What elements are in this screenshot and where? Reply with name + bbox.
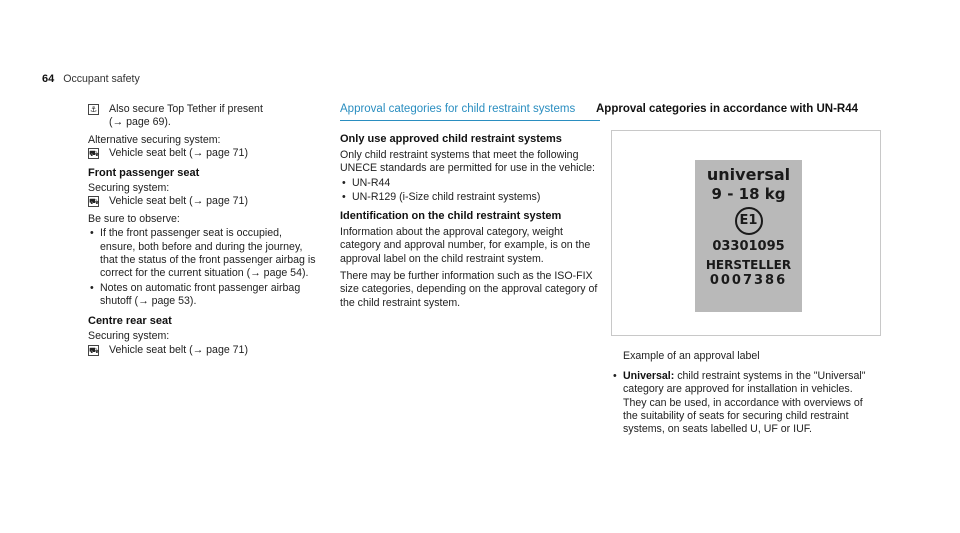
top-tether-note: [88, 103, 316, 130]
label-category: universal: [706, 165, 791, 185]
alt-securing-text[interactable]: Vehicle seat belt (→ page 71): [109, 147, 248, 160]
front-securing-text[interactable]: Vehicle seat belt (→ page 71): [109, 195, 248, 208]
front-securing-label: Securing system:: [88, 182, 170, 195]
alt-securing-label: Alternative securing system:: [88, 133, 221, 146]
list-item: [611, 370, 868, 437]
paragraph-standards: Only child restraint systems that meet the following UNECE standards are permitted for use in the vehicle:: [340, 148, 595, 175]
category-list: [596, 370, 868, 437]
front-securing-item: [88, 195, 316, 208]
observe-label: Be sure to observe:: [88, 212, 180, 225]
top-tether-ref[interactable]: (→ page 69).: [109, 116, 171, 129]
seat-belt-icon: ⛟: [89, 197, 100, 207]
column-3: [596, 103, 868, 438]
column-1: [88, 103, 316, 357]
paragraph-isofix: There may be further information such as the ISO-FIX size categories, depending on the approval category of the child restraint system.: [340, 270, 598, 309]
category-description: child restraint systems in the "Universal" category are approved for installation in vehicles. They can be used, in accordance with overviews of the suitability of seats for securing child restraint systems, on seats labelled U, UF or IUF.: [623, 369, 866, 436]
heading-identification: Identification on the child restraint system: [340, 210, 562, 223]
approval-label-plate: [695, 160, 802, 312]
centre-securing-item: [88, 344, 316, 357]
section-title: Occupant safety: [63, 73, 140, 85]
figure-caption: Example of an approval label: [623, 350, 760, 363]
heading-only-approved: Only use approved child restraint systems: [340, 133, 562, 146]
paragraph-identification: Information about the approval category, weight category and approval number, for example, is on the approval label on the child restraint system.: [340, 225, 591, 265]
label-weight: 9 - 18 kg: [711, 185, 786, 204]
centre-securing-label: Securing system:: [88, 330, 170, 343]
standards-list: [340, 177, 600, 205]
centre-securing-text[interactable]: Vehicle seat belt (→ page 71): [109, 343, 248, 356]
list-item: • Notes on automatic front passenger airbag shutoff (→ page 53).: [88, 282, 316, 309]
top-tether-icon: ⚓: [89, 105, 98, 114]
list-item: • If the front passenger seat is occupied, ensure, both before and during the journey, that the status of the front passenger airbag is correct for the current situation (→ page 54).: [88, 227, 316, 281]
section-title-un-r44: Approval categories in accordance with UN-R44: [596, 103, 859, 115]
label-manufacturer: HERSTELLER: [705, 258, 792, 273]
front-passenger-heading: Front passenger seat: [88, 166, 200, 179]
approval-label-figure: [611, 130, 881, 336]
observe-list: [88, 227, 316, 308]
label-serial: 0007386: [709, 273, 788, 289]
list-item: • UN-R129 (i-Size child restraint systems): [340, 191, 600, 204]
list-item: • UN-R44: [340, 177, 600, 190]
page-number: 64: [42, 73, 55, 85]
centre-rear-heading: Centre rear seat: [88, 314, 172, 327]
e-mark-icon: E1: [735, 207, 763, 235]
seat-belt-icon: ⛟: [89, 149, 100, 159]
top-tether-text: Also secure Top Tether if present: [109, 103, 263, 115]
alt-securing-item: [88, 147, 316, 160]
column-2: [340, 103, 600, 310]
category-keyword: Universal:: [623, 369, 675, 382]
seat-belt-icon: ⛟: [89, 345, 100, 355]
page-header: [42, 73, 140, 86]
label-approval-number: 03301095: [712, 239, 785, 255]
section-title-approval[interactable]: Approval categories for child restraint systems: [340, 103, 600, 121]
